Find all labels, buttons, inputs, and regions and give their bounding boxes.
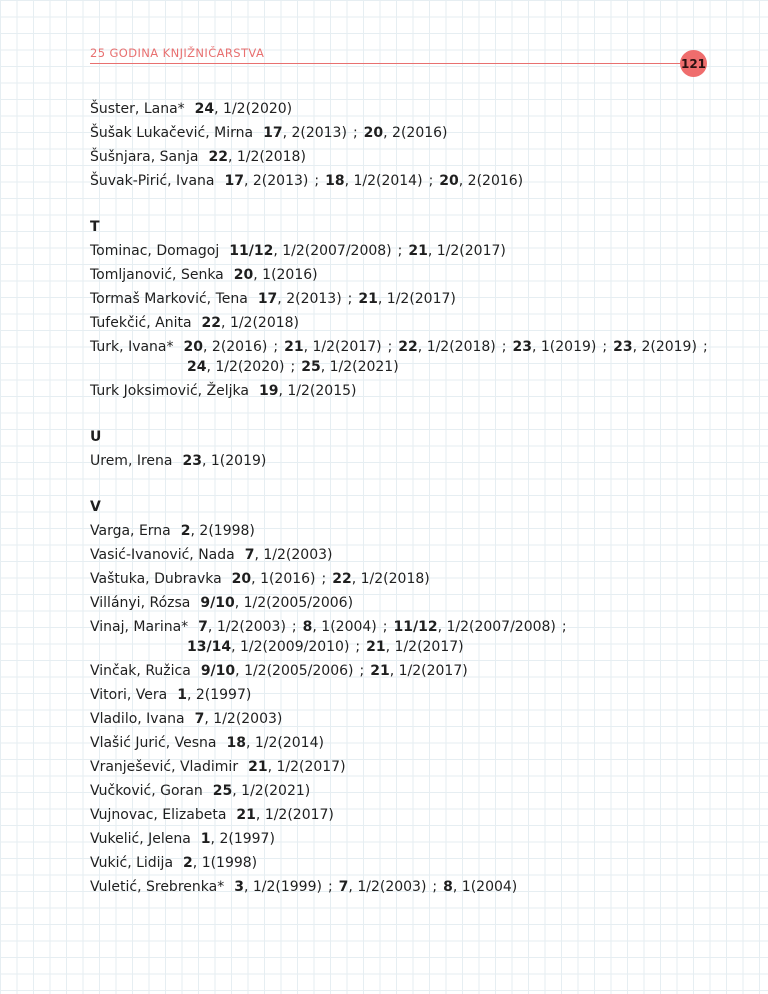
references: 21, 1/2(2017) — [248, 759, 346, 775]
issue-year: 1(2016) — [262, 267, 318, 283]
index-entry — [90, 239, 730, 263]
references: 7, 1/2(2003) — [244, 547, 333, 563]
issue-year: 1/2(2003) — [216, 619, 286, 635]
references: 2, 1(1998) — [183, 855, 258, 871]
issue-year: 1/2(2018) — [426, 339, 496, 355]
issue-year: 2(2013) — [252, 173, 309, 189]
index-entry — [90, 779, 730, 803]
index-entry — [90, 97, 730, 121]
author-name: Vinaj, Marina* — [90, 619, 189, 635]
issue-year: 1/2(2015) — [287, 383, 357, 399]
section-letter: U — [90, 429, 102, 445]
ref-separator: ; — [501, 339, 507, 355]
volume-number: 7 — [194, 711, 205, 727]
index-entry — [90, 659, 730, 683]
volume-number: 18 — [226, 735, 246, 751]
section-letter: V — [90, 499, 101, 515]
references-continued: 13/14, 1/2(2009/2010) ; 21, 1/2(2017) — [187, 639, 464, 655]
author-name: Vukić, Lidija — [90, 855, 174, 871]
references: 7, 1/2(2003) ; 8, 1(2004) ; 11/12, 1/2(2007/2008) ; — [198, 619, 567, 635]
ref-separator: ; — [273, 339, 279, 355]
issue-year: 2(2016) — [211, 339, 268, 355]
references: 2, 2(1998) — [180, 523, 255, 539]
references: 18, 1/2(2014) — [226, 735, 324, 751]
index-entry — [90, 449, 730, 473]
author-name: Vaštuka, Dubravka — [90, 571, 222, 587]
ref-separator: ; — [387, 339, 393, 355]
issue-year: 1/2(2014) — [353, 173, 423, 189]
issue-year: 2(2016) — [467, 173, 524, 189]
index-entry — [90, 567, 730, 591]
volume-number: 21 — [284, 339, 304, 355]
ref-separator: ; — [352, 125, 358, 141]
references: 22, 1/2(2018) — [208, 149, 306, 165]
index-entry — [90, 311, 730, 335]
volume-number: 8 — [443, 879, 453, 895]
issue-year: 1/2(2005/2006) — [243, 595, 354, 611]
volume-number: 3 — [234, 879, 244, 895]
issue-year: 1/2(2007/2008) — [446, 619, 556, 635]
ref-separator: ; — [359, 663, 365, 679]
ref-separator: ; — [702, 339, 708, 355]
issue-year: 1/2(2017) — [394, 639, 464, 655]
issue-year: 2(2019) — [641, 339, 697, 355]
ref-separator: ; — [290, 359, 296, 375]
author-name: Šušnjara, Sanja — [90, 149, 199, 165]
references: 3, 1/2(1999) ; 7, 1/2(2003) ; 8, 1(2004) — [234, 879, 518, 895]
volume-number: 21 — [370, 663, 390, 679]
issue-year: 1/2(2018) — [360, 571, 430, 587]
index-entry — [90, 827, 730, 851]
references: 22, 1/2(2018) — [201, 315, 300, 331]
index-entry — [90, 851, 730, 875]
volume-number: 20 — [363, 125, 384, 141]
references: 19, 1/2(2015) — [259, 383, 357, 399]
volume-number: 21 — [236, 807, 256, 823]
volume-number: 9/10 — [200, 663, 236, 679]
references: 24, 1/2(2020) — [194, 101, 293, 117]
author-index — [90, 97, 730, 899]
volume-number: 18 — [325, 173, 345, 189]
author-name: Vučković, Goran — [90, 783, 203, 799]
author-name: Vukelić, Jelena — [90, 831, 191, 847]
volume-number: 22 — [332, 571, 352, 587]
author-name: Vasić-Ivanović, Nada — [90, 547, 235, 563]
issue-year: 1/2(2021) — [329, 359, 399, 375]
author-name: Tormaš Marković, Tena — [90, 291, 248, 307]
volume-number: 23 — [613, 339, 633, 355]
issue-year: 1/2(2017) — [312, 339, 382, 355]
author-name: Vinčak, Ružica — [90, 663, 191, 679]
author-name: Vitori, Vera — [90, 687, 168, 703]
references: 20, 2(2016) ; 21, 1/2(2017) ; 22, 1/2(2018) ; 23, 1(2019) ; 23, 2(2019) ; — [183, 339, 708, 355]
author-name: Vlašić Jurić, Vesna — [90, 735, 217, 751]
author-name: Vladilo, Ivana — [90, 711, 185, 727]
references: 9/10, 1/2(2005/2006) — [200, 595, 354, 611]
issue-year: 1(2004) — [461, 879, 518, 895]
volume-number: 11/12 — [393, 619, 438, 635]
author-name: Urem, Irena — [90, 453, 173, 469]
references: 17, 2(2013) ; 20, 2(2016) — [263, 125, 448, 141]
issue-year: 1/2(2014) — [254, 735, 324, 751]
volume-number: 24 — [187, 359, 207, 375]
issue-year: 1(2019) — [210, 453, 267, 469]
issue-year: 1/2(2005/2006) — [244, 663, 354, 679]
index-entry — [90, 169, 730, 193]
page-number-badge: 121 — [680, 50, 707, 77]
ref-separator: ; — [397, 243, 403, 259]
volume-number: 9/10 — [200, 595, 235, 611]
author-name: Turk Joksimović, Željka — [90, 383, 249, 399]
references: 7, 1/2(2003) — [194, 711, 283, 727]
issue-year: 2(1997) — [195, 687, 252, 703]
volume-number: 20 — [183, 339, 203, 355]
volume-number: 17 — [263, 125, 283, 141]
ref-separator: ; — [314, 173, 320, 189]
issue-year: 1/2(2018) — [229, 315, 300, 331]
volume-number: 21 — [408, 243, 428, 259]
issue-year: 1(2004) — [321, 619, 377, 635]
volume-number: 22 — [208, 149, 228, 165]
header-divider — [90, 63, 682, 64]
issue-year: 1/2(2003) — [213, 711, 283, 727]
references: 17, 2(2013) ; 18, 1/2(2014) ; 20, 2(2016) — [224, 173, 524, 189]
index-entry — [90, 519, 730, 543]
volume-number: 1 — [200, 831, 211, 847]
references: 23, 1(2019) — [182, 453, 267, 469]
volume-number: 2 — [180, 523, 191, 539]
running-header: 25 GODINA KNJIŽNIČARSTVA — [90, 46, 265, 60]
index-entry — [90, 591, 730, 615]
volume-number: 22 — [398, 339, 418, 355]
volume-number: 13/14 — [187, 639, 232, 655]
references-continued: 24, 1/2(2020) ; 25, 1/2(2021) — [187, 359, 399, 375]
references: 9/10, 1/2(2005/2006) ; 21, 1/2(2017) — [200, 663, 468, 679]
issue-year: 1/2(2017) — [436, 243, 506, 259]
volume-number: 20 — [439, 173, 459, 189]
author-name: Varga, Erna — [90, 523, 171, 539]
volume-number: 7 — [338, 879, 349, 895]
issue-year: 1/2(2007/2008) — [282, 243, 392, 259]
issue-year: 2(2013) — [291, 125, 347, 141]
volume-number: 22 — [201, 315, 222, 331]
author-name: Šuvak-Pirić, Ivana — [90, 173, 215, 189]
ref-separator: ; — [602, 339, 608, 355]
issue-year: 2(2013) — [286, 291, 342, 307]
volume-number: 7 — [198, 619, 208, 635]
author-name: Tomljanović, Senka — [90, 267, 224, 283]
index-entry — [90, 731, 730, 755]
author-name: Šuster, Lana* — [90, 101, 185, 117]
volume-number: 2 — [183, 855, 193, 871]
index-entry — [90, 287, 730, 311]
author-name: Vranješević, Vladimir — [90, 759, 239, 775]
index-entry — [90, 615, 730, 659]
issue-year: 2(1998) — [199, 523, 255, 539]
references: 11/12, 1/2(2007/2008) ; 21, 1/2(2017) — [229, 243, 506, 259]
author-name: Tufekčić, Anita — [90, 315, 192, 331]
index-entry — [90, 379, 730, 403]
volume-number: 21 — [358, 291, 378, 307]
volume-number: 25 — [301, 359, 321, 375]
volume-number: 20 — [231, 571, 252, 587]
issue-year: 1/2(2020) — [215, 359, 285, 375]
references: 21, 1/2(2017) — [236, 807, 334, 823]
author-name: Vuletić, Srebrenka* — [90, 879, 225, 895]
volume-number: 24 — [194, 101, 215, 117]
ref-separator: ; — [291, 619, 297, 635]
volume-number: 17 — [224, 173, 244, 189]
index-entry — [90, 335, 730, 379]
issue-year: 1/2(2017) — [276, 759, 346, 775]
author-name: Šušak Lukačević, Mirna — [90, 125, 254, 141]
issue-year: 2(1997) — [219, 831, 275, 847]
author-name: Turk, Ivana* — [90, 339, 174, 355]
ref-separator: ; — [327, 879, 333, 895]
ref-separator: ; — [428, 173, 434, 189]
author-name: Villányi, Rózsa — [90, 595, 191, 611]
issue-year: 1/2(1999) — [252, 879, 322, 895]
references: 1, 2(1997) — [200, 831, 275, 847]
volume-number: 21 — [366, 639, 386, 655]
section-letter: T — [90, 219, 100, 235]
issue-year: 1/2(2003) — [263, 547, 333, 563]
volume-number: 7 — [244, 547, 255, 563]
issue-year: 1/2(2009/2010) — [239, 639, 350, 655]
issue-year: 1/2(2021) — [241, 783, 311, 799]
references: 25, 1/2(2021) — [212, 783, 311, 799]
references: 1, 2(1997) — [177, 687, 252, 703]
issue-year: 1(1998) — [201, 855, 258, 871]
index-entry — [90, 803, 730, 827]
issue-year: 1/2(2017) — [386, 291, 456, 307]
issue-year: 1/2(2020) — [223, 101, 293, 117]
issue-year: 1(2019) — [540, 339, 597, 355]
volume-number: 19 — [259, 383, 279, 399]
volume-number: 11/12 — [229, 243, 274, 259]
index-entry — [90, 145, 730, 169]
volume-number: 23 — [182, 453, 202, 469]
volume-number: 21 — [248, 759, 268, 775]
issue-year: 1/2(2003) — [357, 879, 427, 895]
issue-year: 1(2016) — [260, 571, 316, 587]
volume-number: 20 — [233, 267, 254, 283]
index-entry — [90, 121, 730, 145]
references: 20, 1(2016) ; 22, 1/2(2018) — [231, 571, 430, 587]
volume-number: 25 — [212, 783, 233, 799]
index-entry — [90, 755, 730, 779]
author-name: Tominac, Domagoj — [90, 243, 220, 259]
issue-year: 1/2(2018) — [236, 149, 306, 165]
author-name: Vujnovac, Elizabeta — [90, 807, 227, 823]
references: 20, 1(2016) — [233, 267, 318, 283]
issue-year: 1/2(2017) — [264, 807, 334, 823]
ref-separator: ; — [321, 571, 327, 587]
references: 17, 2(2013) ; 21, 1/2(2017) — [257, 291, 456, 307]
issue-year: 1/2(2017) — [398, 663, 468, 679]
issue-year: 2(2016) — [392, 125, 448, 141]
ref-separator: ; — [355, 639, 361, 655]
volume-number: 1 — [177, 687, 187, 703]
volume-number: 17 — [257, 291, 278, 307]
index-entry — [90, 707, 730, 731]
index-entry — [90, 263, 730, 287]
ref-separator: ; — [432, 879, 438, 895]
ref-separator: ; — [382, 619, 388, 635]
volume-number: 8 — [302, 619, 313, 635]
volume-number: 23 — [512, 339, 532, 355]
ref-separator: ; — [561, 619, 567, 635]
index-entry — [90, 683, 730, 707]
ref-separator: ; — [347, 291, 353, 307]
index-entry — [90, 875, 730, 899]
index-entry — [90, 543, 730, 567]
